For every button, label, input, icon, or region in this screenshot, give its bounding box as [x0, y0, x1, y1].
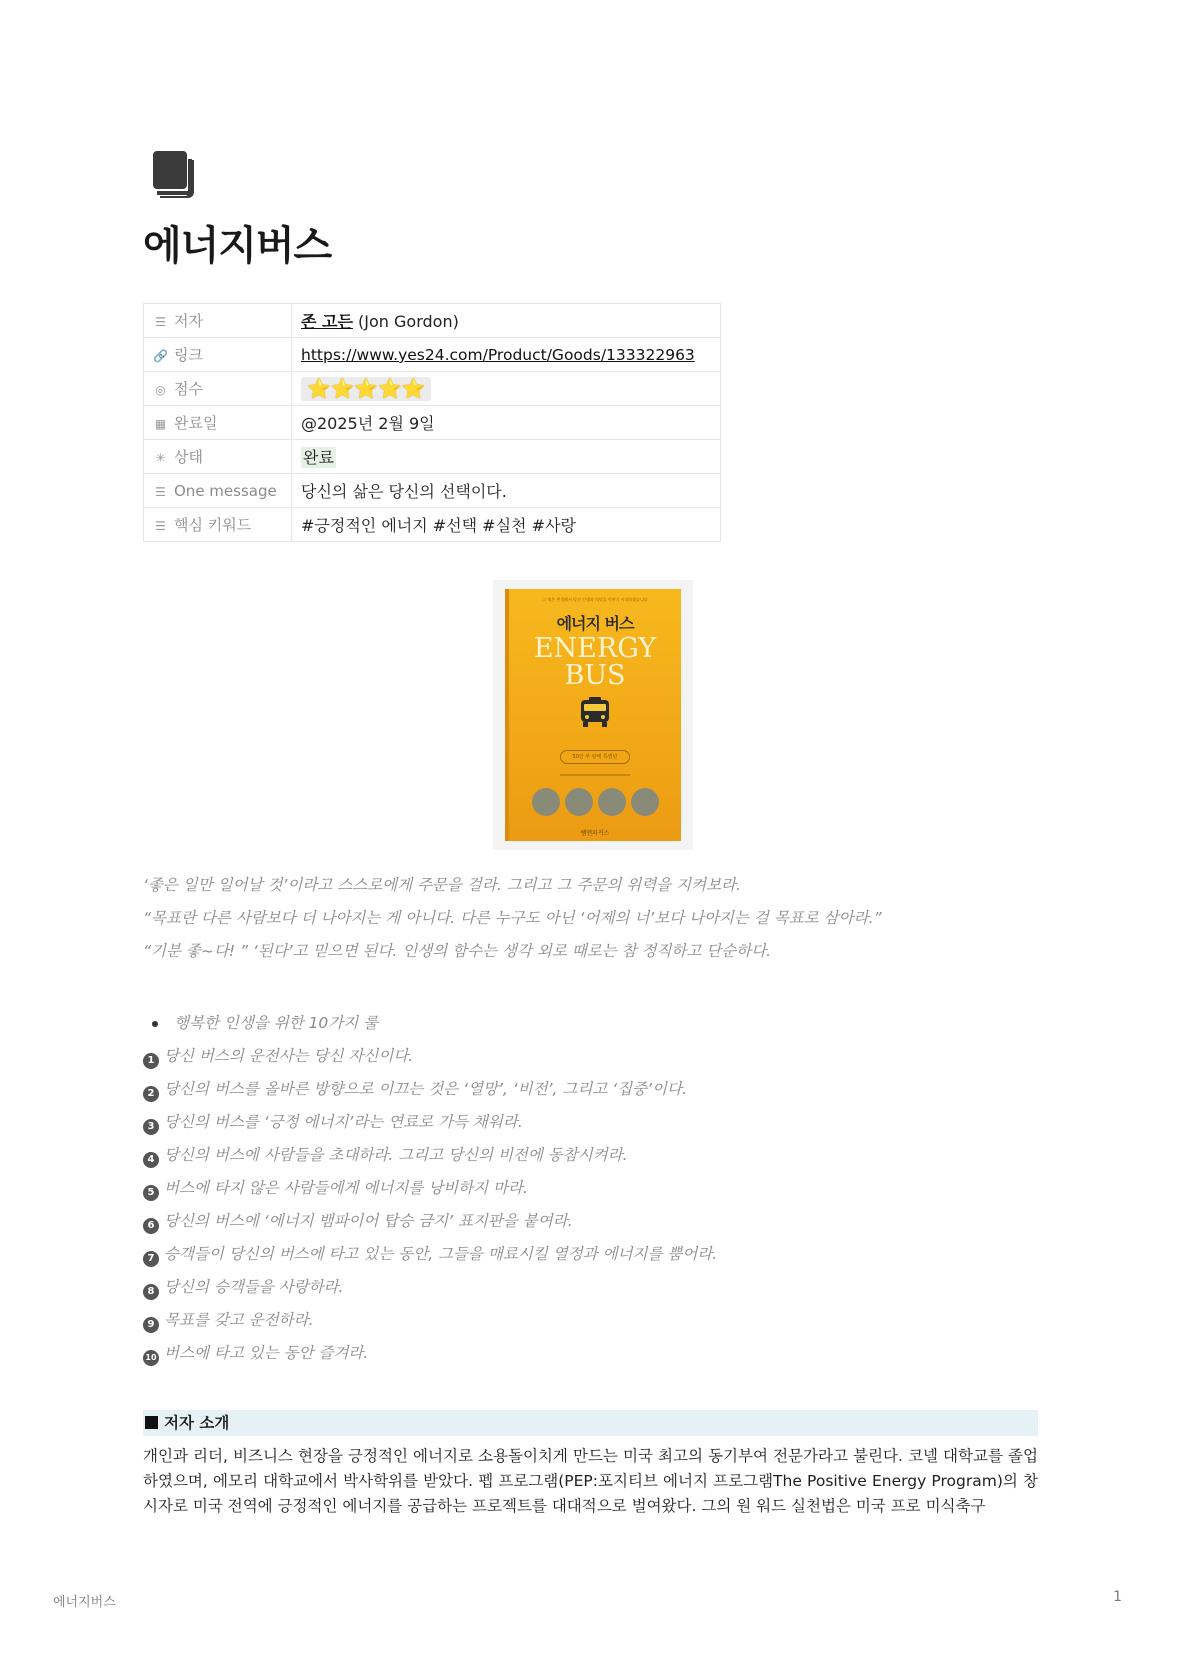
- rule-text: 당신의 승객들을 사랑하라.: [164, 1278, 344, 1296]
- rule-text: 승객들이 당신의 버스에 타고 있는 동안, 그들을 매료시킬 열정과 에너지를 뿜어라.: [164, 1245, 718, 1263]
- property-row-status[interactable]: [144, 440, 721, 474]
- circled-number-icon: 3: [143, 1119, 159, 1135]
- rules-list: [143, 1045, 717, 1375]
- rule-item: [143, 1309, 717, 1342]
- property-name: 저자: [174, 312, 203, 330]
- author-english-name: (Jon Gordon): [352, 312, 459, 331]
- cover-tagline: 그 책은 변경해서 당신 인생과 희망을 이야기 시작하였습니다: [542, 597, 648, 602]
- rule-text: 버스에 타고 있는 동안 즐겨라.: [164, 1344, 369, 1362]
- rule-text: 당신의 버스를 올바른 방향으로 이끄는 것은 ‘열망’, ‘비전’, 그리고 ‘집중’이다.: [164, 1080, 687, 1098]
- rule-text: 버스에 타지 않은 사람들에게 에너지를 낭비하지 마라.: [164, 1179, 528, 1197]
- cover-endorsement-circles: [509, 788, 681, 816]
- rule-item: [143, 1111, 717, 1144]
- cover-divider: [560, 774, 630, 776]
- property-name: 링크: [174, 346, 203, 364]
- properties-table: [143, 303, 721, 542]
- footer-page-number: 1: [1113, 1589, 1122, 1605]
- score-select-tag[interactable]: [301, 377, 431, 401]
- black-square-icon: [145, 1416, 158, 1429]
- property-row-score[interactable]: [144, 372, 721, 406]
- cover-title-english-1: ENERGY: [533, 633, 657, 664]
- book-cover-image[interactable]: [493, 580, 693, 850]
- text-lines-icon: ☰: [155, 315, 166, 329]
- cover-publisher: 쌤앤파커스: [580, 830, 610, 837]
- select-circle-icon: ◎: [155, 383, 166, 397]
- rule-item: [143, 1045, 717, 1078]
- cover-circle: [532, 788, 560, 816]
- property-row-author[interactable]: [144, 304, 721, 338]
- circled-number-icon: 9: [143, 1317, 159, 1333]
- completed-date-value[interactable]: @2025년 2월 9일: [292, 406, 721, 440]
- quotes-block: [143, 874, 1043, 973]
- property-name: 점수: [174, 380, 203, 398]
- cover-circle: [565, 788, 593, 816]
- cover-circle: [598, 788, 626, 816]
- score-stars: ⭐⭐⭐⭐⭐: [307, 377, 426, 400]
- calendar-icon: ▦: [154, 417, 167, 431]
- status-badge[interactable]: 완료: [303, 448, 334, 467]
- rule-item: [143, 1243, 717, 1276]
- cover-title-korean: 에너지 버스: [556, 614, 634, 633]
- rule-item: [143, 1144, 717, 1177]
- rule-item: [143, 1210, 717, 1243]
- circled-number-icon: 7: [143, 1251, 159, 1267]
- rule-item: [143, 1276, 717, 1309]
- keywords-value[interactable]: #긍정적인 에너지 #선택 #실천 #사랑: [292, 508, 721, 542]
- rule-text: 당신의 버스에 ‘에너지 뱀파이어 탑승 금지’ 표지판을 붙여라.: [164, 1212, 573, 1230]
- property-row-completed-date[interactable]: [144, 406, 721, 440]
- circled-number-icon: 1: [143, 1053, 159, 1069]
- circled-number-icon: 2: [143, 1086, 159, 1102]
- link-icon: 🔗: [153, 349, 168, 363]
- circled-number-icon: 4: [143, 1152, 159, 1168]
- cover-title-english-2: BUS: [564, 660, 626, 691]
- page-title: 에너지버스: [143, 223, 332, 269]
- circled-number-icon: 6: [143, 1218, 159, 1234]
- text-lines-icon: ☰: [155, 519, 166, 533]
- section-heading-text: 저자 소개: [164, 1414, 230, 1432]
- one-message-value[interactable]: 당신의 삶은 당신의 선택이다.: [292, 474, 721, 508]
- quote-line: “기분 좋~다! ” ‘된다’고 믿으면 된다. 인생의 함수는 생각 외로 때로는 참 정직하고 단순하다.: [143, 942, 772, 960]
- cover-badge: 50만 부 판매 특별판: [560, 750, 630, 764]
- quote-line: “목표란 다른 사람보다 더 나아지는 게 아니다. 다른 누구도 아닌 ‘어제의 너’보다 나아지는 걸 목표로 삼아라.”: [143, 909, 882, 927]
- document-pages-icon: [152, 150, 198, 198]
- author-section-heading: [143, 1410, 1038, 1436]
- bus-illustration-icon: [575, 696, 615, 732]
- property-row-link[interactable]: [144, 338, 721, 372]
- property-name: 상태: [174, 448, 203, 466]
- text-lines-icon: ☰: [155, 484, 166, 499]
- rule-item: [143, 1342, 717, 1375]
- rule-item: [143, 1177, 717, 1210]
- property-name: 핵심 키워드: [174, 516, 252, 534]
- rule-item: [143, 1078, 717, 1111]
- quote-line: ‘좋은 일만 일어날 것’이라고 스스로에게 주문을 걸라. 그리고 그 주문의 위력을 지켜보라.: [143, 876, 741, 894]
- circled-number-icon: 10: [143, 1350, 159, 1366]
- property-name: One message: [174, 481, 277, 500]
- rules-heading: 행복한 인생을 위한 10가지 룰: [174, 1014, 379, 1032]
- rule-text: 목표를 갖고 운전하라.: [164, 1311, 314, 1329]
- cover-circle: [631, 788, 659, 816]
- bullet-dot-icon: [152, 1021, 158, 1027]
- property-name: 완료일: [174, 414, 218, 432]
- author-link[interactable]: 존 고든: [301, 312, 353, 331]
- property-row-one-message[interactable]: [144, 474, 721, 508]
- circled-number-icon: 5: [143, 1185, 159, 1201]
- footer-document-title: 에너지버스: [53, 1595, 116, 1610]
- book-url-link[interactable]: https://www.yes24.com/Product/Goods/133322963: [301, 346, 695, 364]
- status-spinner-icon: ✳: [155, 451, 166, 465]
- property-row-keywords[interactable]: [144, 508, 721, 542]
- rule-text: 당신 버스의 운전사는 당신 자신이다.: [164, 1047, 414, 1065]
- rule-text: 당신의 버스에 사람들을 초대하라. 그리고 당신의 비전에 동참시켜라.: [164, 1146, 628, 1164]
- author-section-body: 개인과 리더, 비즈니스 현장을 긍정적인 에너지로 소용돌이치게 만드는 미국 최고의 동기부여 전문가라고 불린다. 코넬 대학교를 졸업하였으며, 에모리 대학교에서 박사학위를 받았다. 펩 프로그램(PEP:포지티브 에너지 프로그램The Positive Energy Program)의 창시자로 미국 전역에 긍정적인 에너지를 공급하는 프로젝트를 대대적으로 벌여왔다. 그의 원 워드 실천법은 미국 프로 미식축구: [143, 1447, 1038, 1515]
- rule-text: 당신의 버스를 ‘긍정 에너지’라는 연료로 가득 채워라.: [164, 1113, 523, 1131]
- rules-heading-bullet: [152, 1011, 378, 1033]
- circled-number-icon: 8: [143, 1284, 159, 1300]
